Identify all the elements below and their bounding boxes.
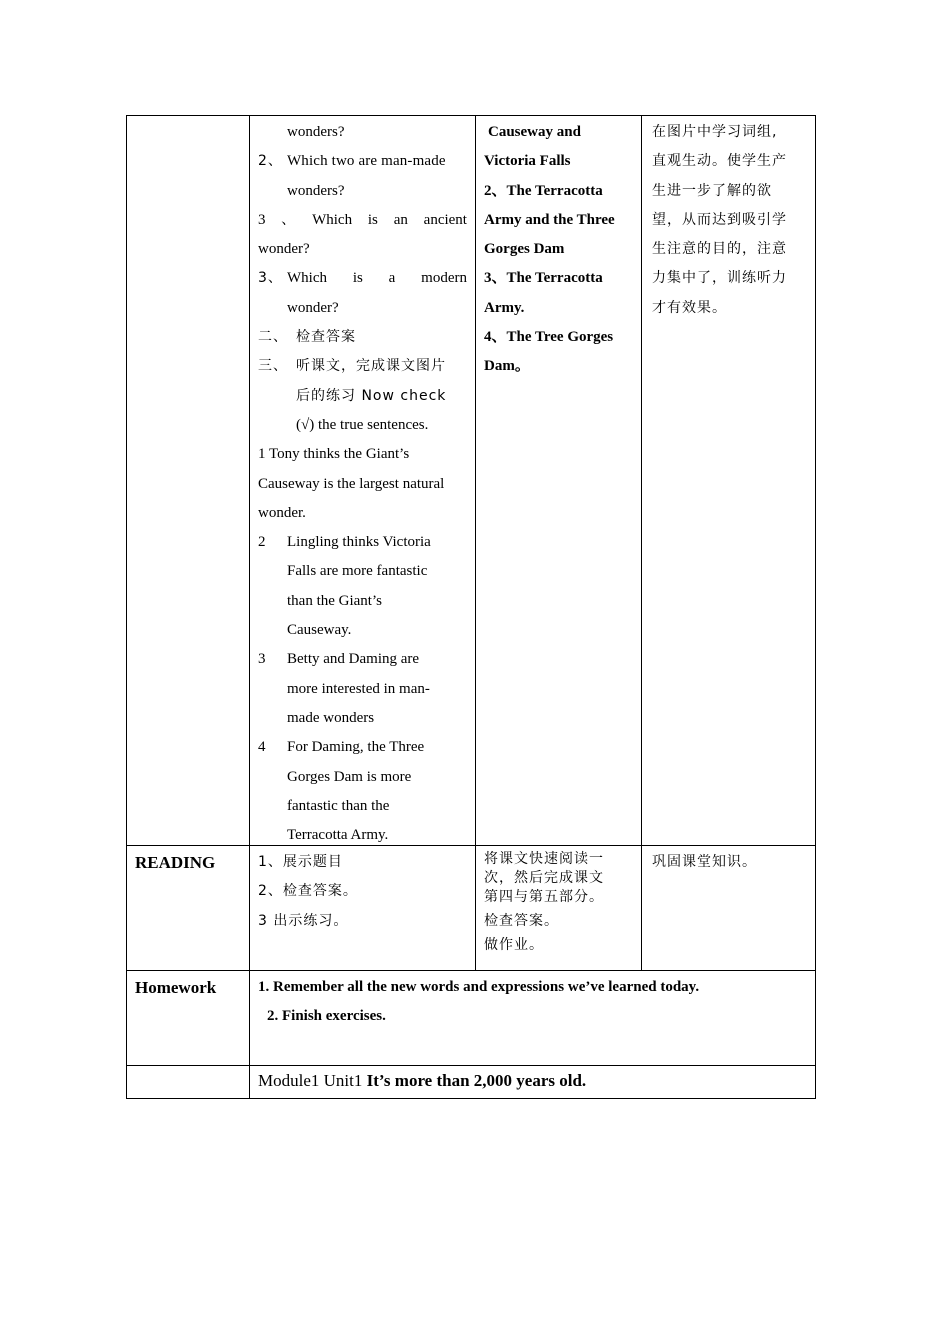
sentence-1: Causeway is the largest natural: [258, 475, 445, 492]
homework-row: [127, 970, 815, 1065]
sentence-4: 4 For Daming, the Three: [258, 739, 425, 756]
answer-line: 4、The Tree Gorges: [484, 329, 614, 346]
reading-purpose-cell: [642, 846, 815, 970]
homework-item-1: 1. Remember all the new words and expressions we’ve learned today.: [258, 979, 700, 995]
sentence-1: 1 Tony thinks the Giant’s: [258, 446, 410, 463]
reading-student-cell: [476, 846, 642, 970]
answer-line: Victoria Falls: [484, 153, 571, 170]
reading-teacher-step: 3 出示练习。: [258, 912, 349, 929]
step-3-line: (√) the true sentences.: [296, 416, 429, 433]
sentence-2: Falls are more fantastic: [287, 563, 428, 580]
question-line: wonders?: [287, 124, 345, 140]
unit-heading: It’s more than 2,000 years old.: [366, 1071, 587, 1090]
sentence-4: Gorges Dam is more: [287, 768, 412, 785]
reading-student-line: 做作业。: [484, 937, 544, 954]
unit-title: [258, 1068, 807, 1094]
purpose-line: 生注意的目的，注意: [652, 241, 787, 258]
reading-row: [127, 845, 815, 970]
sentence-3: more interested in man-: [287, 680, 430, 697]
sentence-2: Causeway.: [287, 622, 352, 639]
sentence-3: made wonders: [287, 709, 375, 726]
reading-teacher-step: 1、展示题目: [258, 854, 343, 870]
answer-line: Causeway and: [488, 124, 581, 140]
step-2: 二、 检查答案: [258, 329, 356, 346]
homework-label: Homework: [135, 978, 217, 997]
purpose-line: 在图片中学习词组,: [652, 124, 778, 140]
purpose-cell: [642, 116, 815, 845]
step-3: 三、 听课文，完成课文图片: [258, 358, 446, 375]
lesson-plan-table: [126, 115, 816, 1099]
teacher-activity-cell: [250, 116, 476, 845]
homework-label-cell: [127, 971, 250, 1065]
answer-line: Gorges Dam: [484, 241, 565, 258]
reading-purpose: 巩固课堂知识。: [652, 854, 757, 870]
purpose-line: 生进一步了解的欲: [652, 182, 772, 199]
question-line: wonders?: [287, 182, 345, 199]
homework-item-2: 2. Finish exercises.: [267, 1008, 386, 1025]
sentence-4: fantastic than the: [287, 797, 390, 814]
purpose-line: 才有效果。: [652, 299, 727, 316]
reading-student-line: 第四与第五部分。: [484, 889, 604, 905]
reading-label-cell: [127, 846, 250, 970]
question-3a: 3 、 Which is an ancient: [258, 211, 467, 228]
question-3b: 3、 Which is a modern: [258, 270, 467, 287]
homework-content-cell: [250, 971, 815, 1065]
reading-label: READING: [135, 853, 216, 872]
reading-teacher-step: 2、检查答案。: [258, 883, 358, 900]
question-line: wonder?: [258, 241, 310, 258]
answer-line: 3、The Terracotta: [484, 270, 603, 287]
sentence-2: 2 Lingling thinks Victoria: [258, 534, 431, 551]
purpose-line: 直观生动。使学生产: [652, 153, 787, 170]
step-label-cell: [127, 116, 250, 845]
question-line: wonder?: [287, 299, 339, 316]
student-activity-cell: [476, 116, 642, 845]
answer-line: Army and the Three: [484, 211, 615, 228]
reading-student-line: 将课文快速阅读一: [484, 851, 604, 867]
purpose-line: 望，从而达到吸引学: [652, 211, 787, 228]
answer-line: Dam。: [484, 358, 530, 375]
unit-prefix: Module1 Unit1: [258, 1071, 367, 1090]
sentence-4: Terracotta Army.: [287, 827, 389, 844]
footer-content-cell: [250, 1066, 815, 1098]
answer-line: 2、The Terracotta: [484, 182, 603, 199]
reading-student-line: 检查答案。: [484, 913, 559, 929]
reading-student-line: 次，然后完成课文: [484, 870, 604, 886]
listening-row: [127, 116, 815, 845]
sentence-1: wonder.: [258, 504, 306, 521]
purpose-line: 力集中了，训练听力: [652, 270, 787, 287]
reading-teacher-cell: [250, 846, 476, 970]
question-2: 2、 Which two are man-made: [258, 153, 446, 170]
sentence-3: 3 Betty and Daming are: [258, 651, 420, 668]
step-3-line: 后的练习 Now check: [296, 387, 447, 404]
footer-empty-cell: [127, 1066, 250, 1098]
sentence-2: than the Giant’s: [287, 592, 382, 609]
answer-line: Army.: [484, 299, 525, 316]
footer-row: [127, 1065, 815, 1098]
